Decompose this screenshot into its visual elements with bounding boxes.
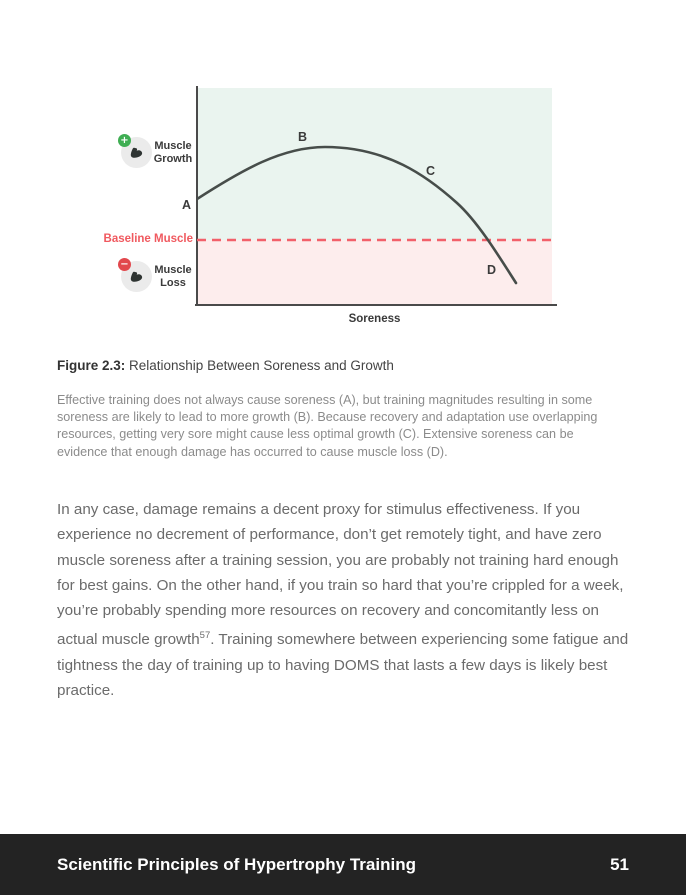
muscle-growth-icon	[121, 137, 152, 168]
bicep-icon	[127, 143, 146, 162]
footer-page-number: 51	[610, 854, 629, 874]
point-label-c: C	[426, 164, 436, 178]
point-label-b: B	[298, 130, 308, 144]
figure-caption	[57, 358, 394, 373]
point-label-d: D	[487, 263, 497, 277]
baseline-label: Baseline Muscle	[103, 233, 193, 245]
point-label-a: A	[182, 198, 192, 212]
x-axis-label: Soreness	[348, 313, 401, 325]
footer-bar	[0, 834, 686, 895]
bicep-icon	[127, 267, 146, 286]
figure-caption-label: Figure 2.3:	[57, 358, 126, 373]
minus-badge-icon: −	[118, 258, 131, 271]
footnote-reference: 57	[199, 630, 211, 642]
body-text-start: In any case, damage remains a decent proxy for stimulus effectiveness. If you experience no decrement of performance, don’t get remotely tight, and have zero muscle soreness after a training session, you are probably not training hard enough for best gains. On the other hand, if you train so hard that you’re crippled for a week, you’re probably spending more resources on recovery and concomitantly less on actual muscle growth	[57, 501, 624, 649]
muscle-loss-icon	[121, 261, 152, 292]
figure-description: Effective training does not always cause soreness (A), but training magnitudes resulting in some soreness are likely to lead to more growth (B). Because recovery and adaptation use overlapping resources, getting very sore might cause less optimal growth (C). Extensive soreness can be evidence that enough damage has occurred to cause muscle loss (D).	[57, 393, 598, 459]
body-text-end: . Training somewhere between experiencing some fatigue and tightness the day of training up to having DOMS that lasts a few days is likely best practice.	[57, 631, 629, 700]
muscle-growth-label: Muscle Growth	[153, 140, 193, 165]
soreness-growth-curve	[197, 88, 552, 305]
muscle-loss-label: Muscle Loss	[154, 264, 192, 289]
figure-caption-title: Relationship Between Soreness and Growth	[125, 358, 394, 373]
footer-book-title: Scientific Principles of Hypertrophy Training	[57, 854, 416, 874]
plus-badge-icon: +	[118, 134, 131, 147]
body-paragraph	[57, 497, 631, 703]
